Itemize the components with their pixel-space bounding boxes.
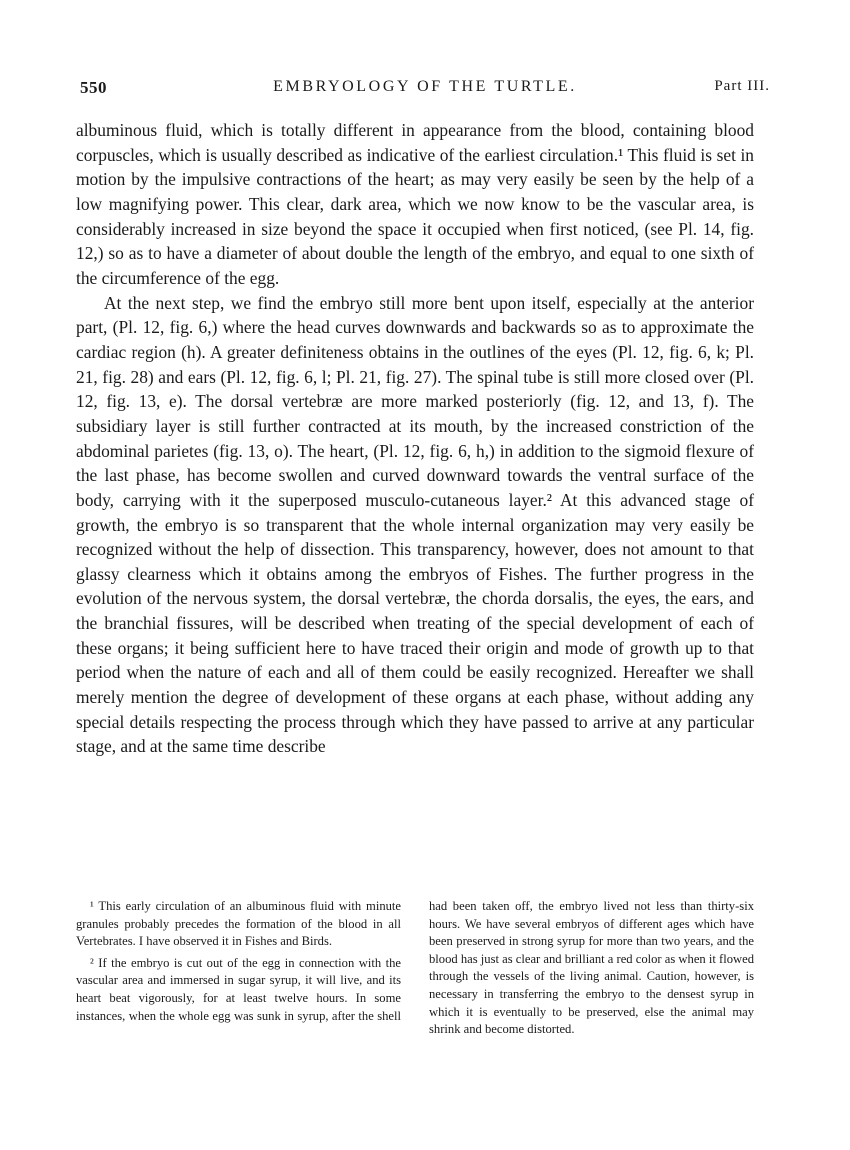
part-label: Part III. [714,78,770,94]
footnote: ¹ This early circulation of an albuminous fluid with minute granules probably precedes the formation of the blood in all Vertebrates. I have observed it in Fishes and Birds. [76,899,401,949]
footnotes [76,898,754,1039]
paragraph: albuminous fluid, which is totally different in appearance from the blood, containing blood corpuscles, which is usually described as indicative of the earliest circulation.¹ This fluid is set in motion by the impulsive contractions of the heart; as may very easily be seen by the help of a low magnifying power. This clear, dark area, which we now know to be the vascular area, is considerably increased in size beyond the space it occupied when first noticed, (see Pl. 14, fig. 12,) so as to have a diameter of about double the length of the embryo, and equal to one sixth of the circumference of the egg. [76,120,754,288]
footnote: ² If the embryo is cut out of the egg in connection with the vascular area and immersed in sugar syrup, it will live, and its heart beat vigorously, for at least twelve hours. In some instances, when the whole egg was sunk in syrup, after the shell had been taken off, the embryo lived not less than thirty-six hours. We have several embryos of different ages which have been preserved in strong syrup for more than two years, and the blood has just as clear and brilliant a red color as when it flowed through the vessels of the living animal. Caution, however, is necessary in transferring the embryo to the densest syrup in which it is eventually to be preserved, else the animal may shrink and become distorted. [76,899,754,1037]
page-header [80,78,770,102]
running-title: EMBRYOLOGY OF THE TURTLE. [273,78,577,95]
main-text [76,118,754,759]
page-number: 550 [80,78,107,97]
paragraph: At the next step, we find the embryo still more bent upon itself, especially at the anterior part, (Pl. 12, fig. 6,) where the head curves downwards and backwards so as to approximate the cardiac region (h). A greater definiteness obtains in the outlines of the eyes (Pl. 12, fig. 6, k; Pl. 21, fig. 28) and ears (Pl. 12, fig. 6, l; Pl. 21, fig. 27). The spinal tube is still more closed over (Pl. 12, fig. 13, e). The dorsal vertebræ are more marked posteriorly (fig. 12, and 13, f). The subsidiary layer is still further contracted at its mouth, by the increased constriction of the abdominal parietes (fig. 13, o). The heart, (Pl. 12, fig. 6, h,) in addition to the sigmoid flexure of the last phase, has become swollen and curved downward towards the ventral surface of the body, carrying with it the superposed musculo-cutaneous layer.² At this advanced stage of growth, the embryo is so transparent that the whole internal organization may very easily be recognized without the help of dissection. This transparency, however, does not amount to that glassy clearness which it obtains among the embryos of Fishes. The further progress in the evolution of the nervous system, the dorsal vertebræ, the chorda dorsalis, the eyes, the ears, and the branchial fissures, will be described when treating of the special development of each of these organs; it being sufficient here to have traced their origin and mode of growth up to that period when the nature of each and all of them could be easily recognized. Hereafter we shall merely mention the degree of development of these organs at each phase, without adding any special details respecting the process through which they have passed to arrive at any particular stage, and at the same time describe [76,292,754,757]
